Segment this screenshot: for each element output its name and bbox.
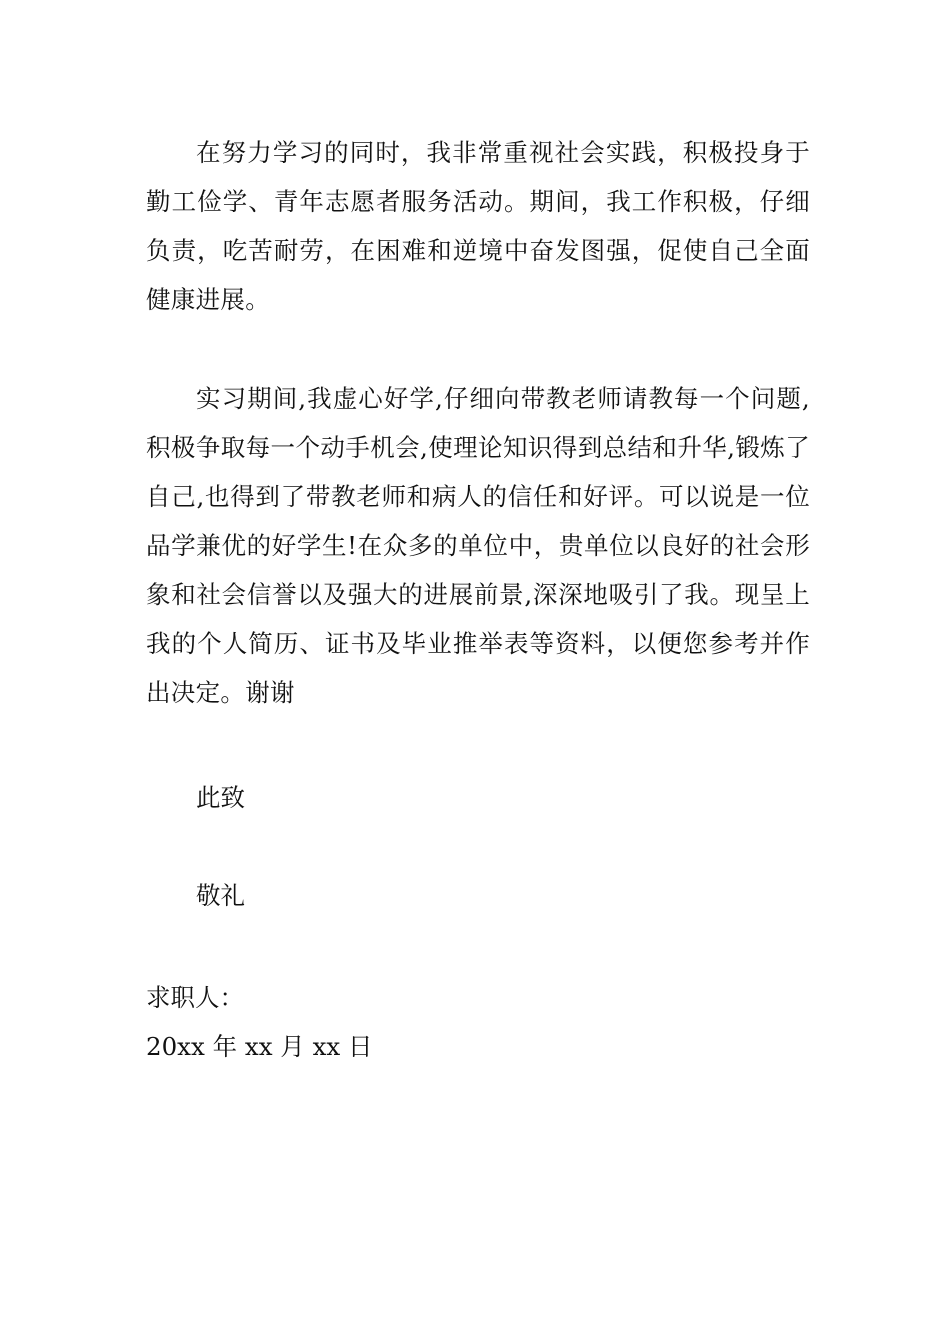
body-paragraph-2: 实习期间,我虚心好学,仔细向带教老师请教每一个问题,积极争取每一个动手机会,使理论知识得到总结和升华,锻炼了自己,也得到了带教老师和病人的信任和好评。可以说是一位品学兼优的好学生!在众多的单位中，贵单位以良好的社会形象和社会信誉以及强大的进展前景,深深地吸引了我。现呈上我的个人简历、证书及毕业推举表等资料，以便您参考并作出决定。谢谢 xyxy=(146,384,810,707)
applicant-label: 求职人： xyxy=(146,983,244,1012)
letter-date: 20xx 年 xx 月 xx 日 xyxy=(146,1032,373,1061)
body-paragraph-1: 在努力学习的同时，我非常重视社会实践，积极投身于勤工俭学、青年志愿者服务活动。期间，我工作积极，仔细负责，吃苦耐劳，在困难和逆境中奋发图强，促使自己全面健康进展。 xyxy=(146,138,810,314)
closing-salutation-1: 此致 xyxy=(196,783,245,812)
closing-salutation-2: 敬礼 xyxy=(196,881,245,910)
